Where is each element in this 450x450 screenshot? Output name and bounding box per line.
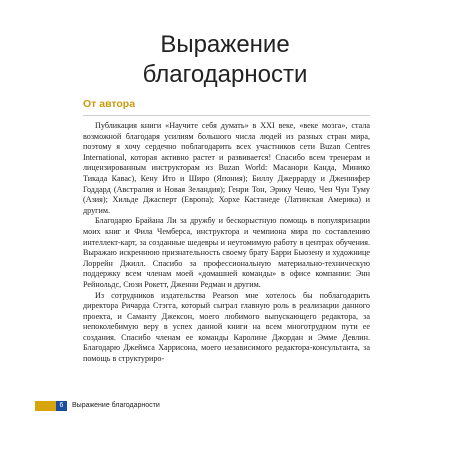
body-text [83, 121, 370, 365]
paragraph-2: Благодарю Брайана Ли за дружбу и бескорыстную помощь в популяризации моих книг и Фила Чемберса, инструктора и чемпиона мира по составлению интеллект-карт, за созданные шедевры и неутомимую работу в центрах обучения. Выражаю искреннюю признательность своему брату Барри Бьюзену и художнице Лоррейн Джилл. Спасибо за профессиональную материально-техническую поддержку всем членам моей «домашней команды» в офисе компании: Энн Рейнольдс, Сюзи Рокетт, Дженни Редман и другим. [83, 216, 370, 289]
page-number: 6 [56, 401, 67, 411]
section-divider [83, 115, 370, 116]
footer-accent-bar [35, 401, 56, 411]
section-heading: От автора [83, 98, 136, 110]
page-title-line-2: благодарности [142, 61, 308, 88]
paragraph-3: Из сотрудников издательства Pearson мне хотелось бы поблагодарить директора Ричарда Стэгга, который сыграл главную роль в реализации данного проекта, и Саманту Джексон, моего любимого выпускающего редактора, за непоколебимую веру в успех данной книги на всем многотрудном пути ее создания. Спасибо членам ее команды Каролине Джордан и Эмме Девлин. Благодарю Джеймса Харрисона, моего независимого редактора-консультанта, за помощь в структуриро- [83, 290, 370, 364]
page-title [0, 30, 450, 90]
running-footer: Выражение благодарности [72, 402, 160, 409]
page-title-line-1: Выражение [160, 31, 290, 58]
paragraph-1: Публикация книги «Научите себя думать» в XXI веке, «веке мозга», стала возможной благодаря усилиям большого числа людей из разных стран мира, поэтому я хочу сердечно поблагодарить всех участников сети Buzan Centres International, которая активно растет и развивается! Спасибо всем тренерам и лицензированным инструкторам из Buzan World: Масанори Канда, Минико Тикада Кавас), Кену Ито и Широ (Япония); Биллу Джеррарду и Дженнифер Годдард (Австралия и Новая Зеландия); Генри Тон, Эрику Ченю, Чен Чун Туму (Азия); Хильде Джасперт (Европа); Хорхе Кастанеде (Латинская Америка) и другим. [83, 121, 370, 215]
